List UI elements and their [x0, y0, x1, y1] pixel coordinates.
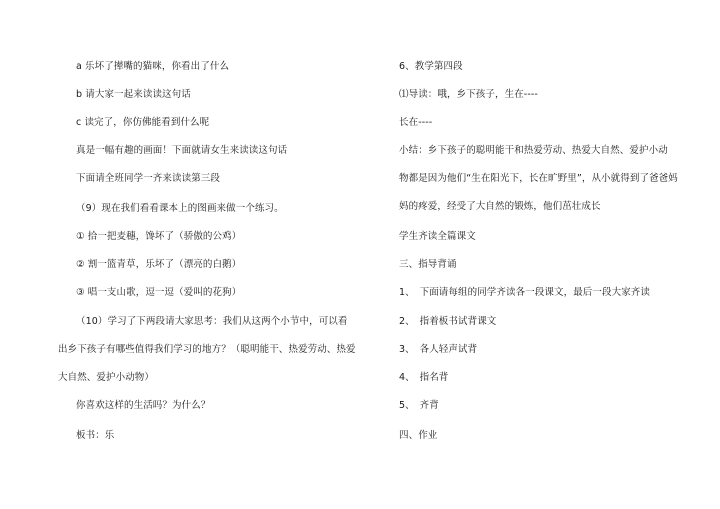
text-line: 物都是因为他们“生在阳光下，长在旷野里”，从小就得到了爸爸妈: [399, 173, 678, 184]
text-line: 板书：乐: [76, 430, 115, 441]
text-line: 大自然、爱护小动物）: [58, 372, 155, 383]
text-line: （10）学习了下两段请大家思考：我们从这两个小节中，可以看: [76, 316, 348, 327]
text-line: 下面请全班同学一齐来读读第三段: [76, 173, 221, 184]
text-line: 三、指导背诵: [399, 259, 457, 270]
text-line: a 乐坏了撵嘴的猫咪，你看出了什么: [76, 61, 230, 72]
text-line: ⑴导读：哦，乡下孩子，生在----: [399, 89, 538, 100]
text-line: 1、 下面请每组的同学齐读各一段课文，最后一段大家齐读: [399, 287, 650, 298]
text-line: 你喜欢这样的生活吗？为什么？: [76, 400, 211, 411]
text-line: 3、 各人轻声试背: [399, 344, 478, 355]
text-line: 妈的疼爱，经受了大自然的锻炼，他们茁壮成长: [399, 201, 601, 212]
text-line: 2、 指着板书试背课文: [399, 316, 497, 327]
text-line: ② 割一篮青草，乐坏了（漂亮的白鹅）: [76, 259, 242, 270]
text-line: 真是一幅有趣的画面！下面就请女生来读读这句话: [76, 145, 288, 156]
text-line: 长在----: [399, 117, 433, 128]
text-line: ① 拾一把麦穗，馋坏了（骄傲的公鸡）: [76, 231, 242, 242]
text-line: ③ 唱一支山歌，逗一逗（爱叫的花狗）: [76, 287, 242, 298]
text-line: 学生齐读全篇课文: [399, 231, 476, 242]
text-line: （9）现在我们看看课本上的图画来做一个练习。: [76, 203, 284, 214]
text-line: 出乡下孩子有哪些值得我们学习的地方？（聪明能干、热爱劳动、热爱: [58, 344, 356, 355]
text-line: 5、 齐背: [399, 400, 439, 411]
text-line: c 读完了，你仿佛能看到什么呢: [76, 117, 210, 128]
text-line: 4、 指名背: [399, 372, 449, 383]
text-line: b 请大家一起来读读这句话: [76, 89, 191, 100]
text-line: 四、作业: [399, 430, 438, 441]
text-line: 6、教学第四段: [399, 61, 463, 72]
text-line: 小结：乡下孩子的聪明能干和热爱劳动、热爱大自然、爱护小动: [399, 145, 668, 156]
